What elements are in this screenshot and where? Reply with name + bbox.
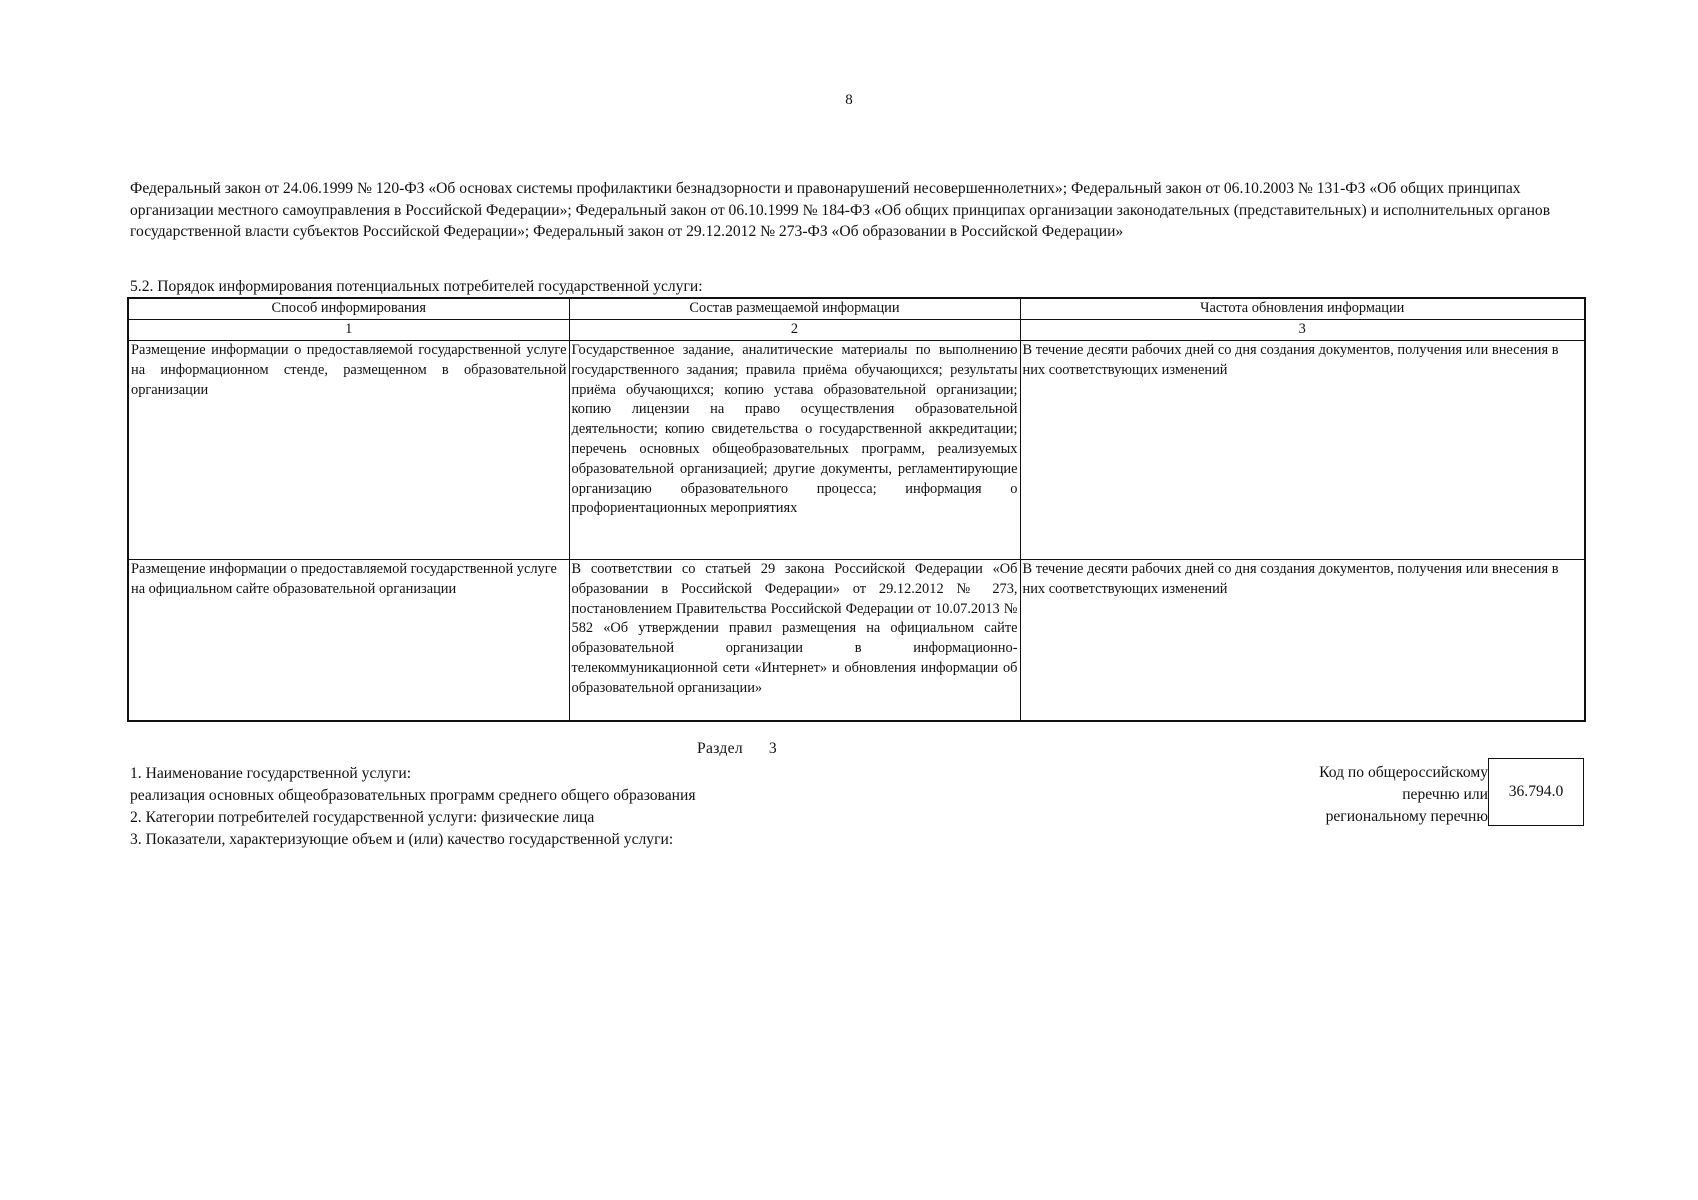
informing-table bbox=[127, 297, 1586, 722]
item2-consumers: 2. Категории потребителей государственной услуги: физические лица bbox=[130, 809, 595, 826]
code-value: 36.794.0 bbox=[1508, 783, 1564, 800]
section-number: 3 bbox=[768, 740, 778, 757]
table-row bbox=[128, 560, 1585, 722]
code-value-box bbox=[1488, 758, 1584, 826]
header-content: Состав размещаемой информации bbox=[569, 298, 1020, 320]
table-header-row bbox=[128, 298, 1585, 320]
item1-title: 1. Наименование государственной услуги: bbox=[130, 765, 412, 782]
service-items bbox=[130, 763, 990, 851]
cell-content: Государственное задание, аналитические материалы по выполнению государственного задания; правила приёма обучающихся; результаты приёма обучающихся; копию устава образовательной организации; копию лицензии на право осуществления образовательной деятельности; копию свидетельства о государственной аккредитации; перечень основных общеобразовательных программ, реализуемых образовательной организацией; другие документы, регламентирующие организацию образовательного процесса; информация о профориентационных мероприятиях bbox=[569, 341, 1020, 560]
cell-content: В соответствии со статьей 29 закона Российской Федерации «Об образовании в Российской Федерации» от 29.12.2012 № 273, постановлением Правительства Российской Федерации от 10.07.2013 № 582 «Об утверждении правил размещения на официальном сайте образовательной организации в информационно-телекоммуникационной сети «Интернет» и обновления информации об образовательной организации» bbox=[569, 560, 1020, 722]
column-number-1: 1 bbox=[128, 320, 569, 341]
code-label bbox=[1228, 762, 1488, 828]
table-row bbox=[128, 341, 1585, 560]
cell-frequency: В течение десяти рабочих дней со дня создания документов, получения или внесения в них соответствующих изменений bbox=[1020, 341, 1585, 560]
cell-method: Размещение информации о предоставляемой государственной услуге на информационном стенде, размещенном в образовательной организации bbox=[128, 341, 569, 560]
code-label-line3: региональному перечню bbox=[1325, 808, 1488, 825]
item3-indicators: 3. Показатели, характеризующие объем и (или) качество государственной услуги: bbox=[130, 831, 674, 848]
cell-method: Размещение информации о предоставляемой государственной услуге на официальном сайте образовательной организации bbox=[128, 560, 569, 722]
code-label-line1: Код по общероссийскому bbox=[1319, 764, 1488, 781]
column-number-3: 3 bbox=[1020, 320, 1585, 341]
section-label: Раздел bbox=[697, 740, 743, 757]
section-heading bbox=[697, 740, 777, 758]
cell-frequency: В течение десяти рабочих дней со дня создания документов, получения или внесения в них соответствующих изменений bbox=[1020, 560, 1585, 722]
table-column-numbers-row bbox=[128, 320, 1585, 341]
section-title: 5.2. Порядок информирования потенциальных потребителей государственной услуги: bbox=[130, 278, 703, 295]
page-number: 8 bbox=[845, 92, 853, 108]
column-number-2: 2 bbox=[569, 320, 1020, 341]
item1-value: реализация основных общеобразовательных программ среднего общего образования bbox=[130, 787, 696, 804]
code-label-line2: перечню или bbox=[1402, 786, 1488, 803]
header-frequency: Частота обновления информации bbox=[1020, 298, 1585, 320]
header-method: Способ информирования bbox=[128, 298, 569, 320]
intro-legal-references: Федеральный закон от 24.06.1999 № 120-ФЗ «Об основах системы профилактики безнадзорности и правонарушений несовершеннолетних»; Федеральный закон от 06.10.2003 № 131-ФЗ «Об общих принципах организации местного самоуправления в Российской Федерации»; Федеральный закон от 06.10.1999 № 184-ФЗ «Об общих принципах организации законодательных (представительных) и исполнительных органов государственной власти субъектов Российской Федерации»; Федеральный закон от 29.12.2012 № 273-ФЗ «Об образовании в Российской Федерации» bbox=[130, 180, 1551, 240]
